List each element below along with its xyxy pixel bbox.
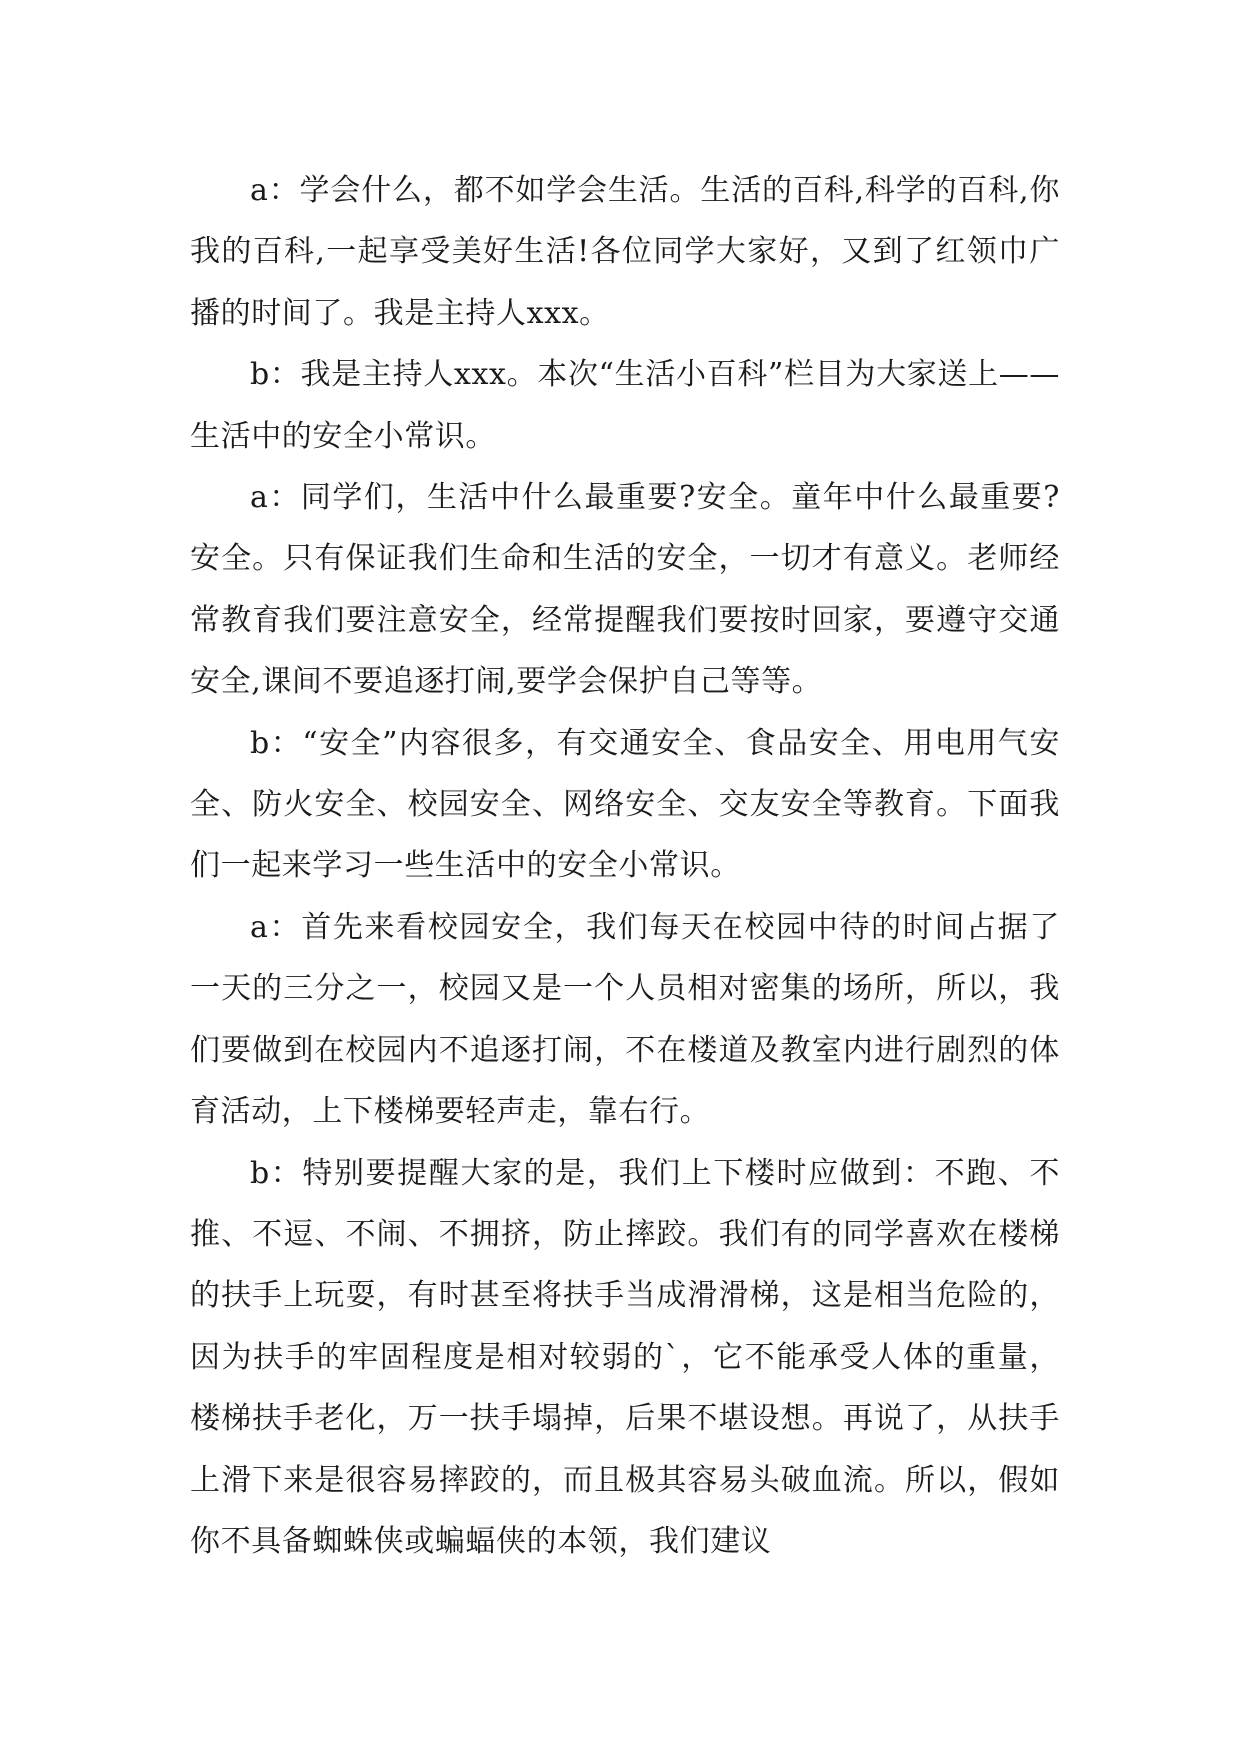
paragraph: b：我是主持人xxx。本次“生活小百科”栏目为大家送上——生活中的安全小常识。	[190, 357, 1060, 454]
paragraph: b：特别要提醒大家的是，我们上下楼时应做到：不跑、不推、不逗、不闹、不拥挤，防止摔跤。我们有的同学喜欢在楼梯的扶手上玩耍，有时甚至将扶手当成滑滑梯，这是相当危险的，因为扶手的牢固程度是相对较弱的`，它不能承受人体的重量，楼梯扶手老化，万一扶手塌掉，后果不堪设想。再说了，从扶手上滑下来是很容易摔跤的，而且极其容易头破血流。所以，假如你不具备蜘蛛侠或蝙蝠侠的本领，我们建议	[190, 1155, 1060, 1559]
paragraph: a：学会什么，都不如学会生活。生活的百科,科学的百科,你我的百科,一起享受美好生活!各位同学大家好，又到了红领巾广播的时间了。我是主持人xxx。	[190, 173, 1060, 331]
paragraph: a：同学们，生活中什么最重要?安全。童年中什么最重要?安全。只有保证我们生命和生活的安全，一切才有意义。老师经常教育我们要注意安全，经常提醒我们要按时回家，要遵守交通安全,课间不要追逐打闹,要学会保护自己等等。	[190, 480, 1060, 700]
document-body	[190, 160, 1060, 1572]
paragraph: a：首先来看校园安全，我们每天在校园中待的时间占据了一天的三分之一，校园又是一个人员相对密集的场所，所以，我们要做到在校园内不追逐打闹，不在楼道及教室内进行剧烈的体育活动，上下楼梯要轻声走，靠右行。	[190, 909, 1060, 1130]
paragraph: b：“安全”内容很多，有交通安全、食品安全、用电用气安全、防火安全、校园安全、网络安全、交友安全等教育。下面我们一起来学习一些生活中的安全小常识。	[190, 725, 1060, 884]
